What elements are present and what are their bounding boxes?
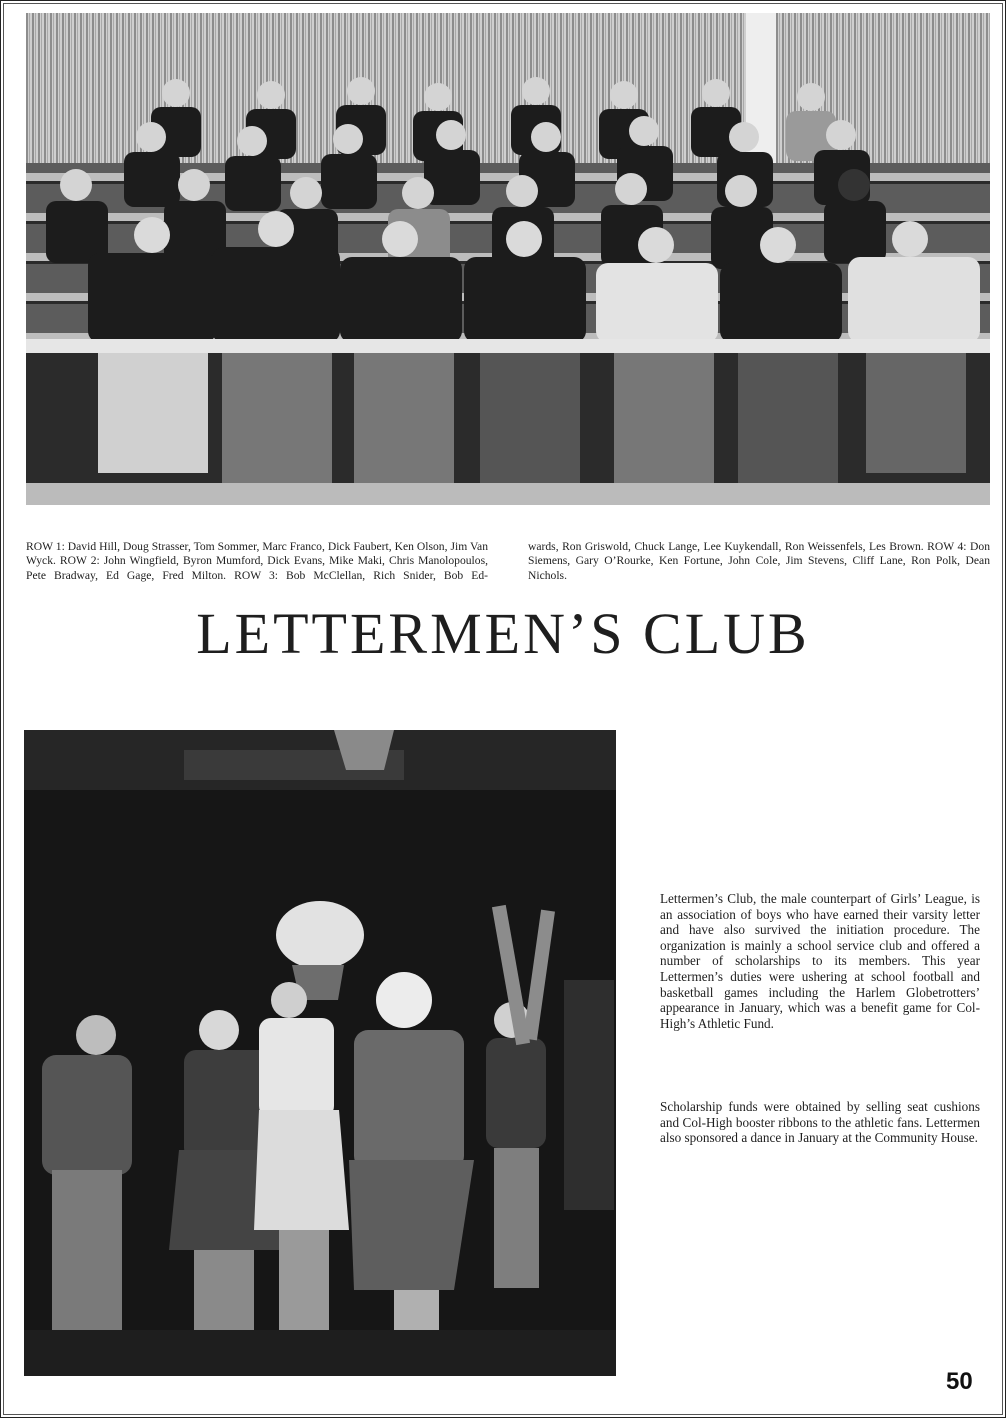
body-paragraph-2: Scholarship funds were obtained by selling seat cushions and Col-High booster ribbons to the athletic fans. Lettermen also sponsored a dance in January at the Community House. — [660, 1099, 980, 1146]
caption-rows-right: wards, Ron Griswold, Chuck Lange, Lee Kuykendall, Ron Weissenfels, Les Brown. ROW 4: Don Siemens, Gary O’Rourke, Ken Fortune, John Cole, Jim Stevens, Cliff Lane, Ron Polk, Dean Nichols. — [528, 539, 990, 582]
basketball-photo — [24, 730, 616, 1376]
page-number: 50 — [946, 1368, 973, 1395]
page-title: LETTERMEN’S CLUB — [196, 601, 810, 666]
body-paragraph-1: Lettermen’s Club, the male counterpart of Girls’ League, is an association of boys who have earned their varsity letter and have also survived the initiation procedure. The organization is mainly a school service club and offered a number of scholarships to its members. This year Lettermen’s duties were ushering at school football and basketball games including the Harlem Globetrotters’ appearance in January, which was a benefit game for Col-High’s Athletic Fund. — [660, 891, 980, 1031]
caption-rows-left: ROW 1: David Hill, Doug Strasser, Tom Sommer, Marc Franco, Dick Faubert, Ken Olson, Jim Van Wyck. ROW 2: John Wingfield, Byron Mumford, Dick Evans, Mike Maki, Chris Manolopoulos, Pete Bradway, Ed Gage, Fred Milton. ROW 3: Bob McClellan, Rich Snider, Bob Ed- — [26, 539, 488, 582]
group-photo — [26, 13, 990, 505]
